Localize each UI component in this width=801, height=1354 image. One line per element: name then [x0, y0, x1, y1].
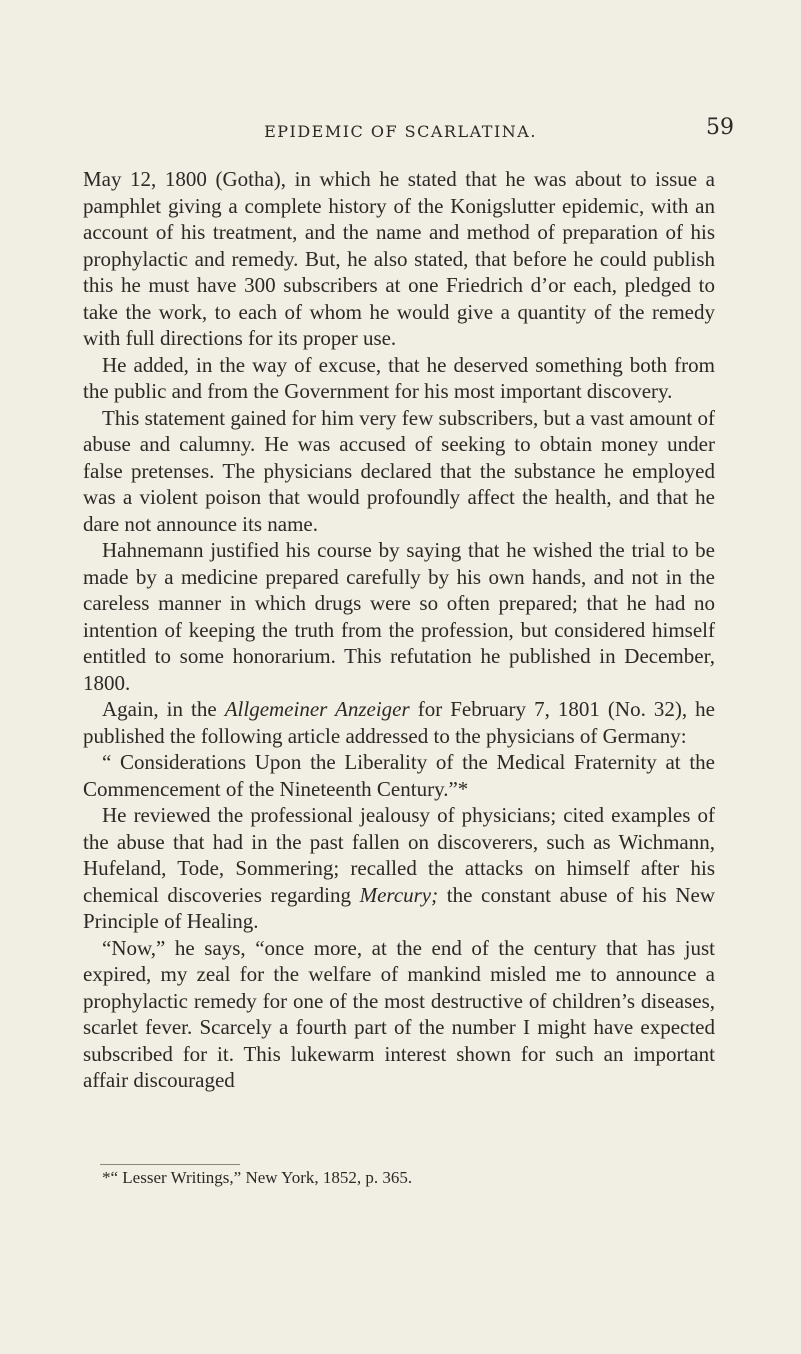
paragraph [83, 696, 715, 749]
paragraph: He added, in the way of excuse, that he deserved something both from the public and from the Government for his most important discovery. [83, 352, 715, 403]
footnote: *“ Lesser Writings,” New York, 1852, p. 365. [102, 1168, 413, 1187]
footnote-divider [100, 1164, 240, 1165]
italic-term: Mercury; [359, 882, 439, 907]
paragraph: May 12, 1800 (Gotha), in which he stated that he was about to issue a pamphlet giving a complete history of the Konigslutter epidemic, with an account of his treatment, and the name and method of preparation of his prophylactic and remedy. But, he also stated, that before he could publish this he must have 300 subscribers at one Friedrich d’or each, pledged to take the work, to each of whom he would give a quantity of the remedy with full directions for its proper use. [83, 167, 715, 350]
paragraph: “Now,” he says, “once more, at the end of the century that has just expired, my zeal for the welfare of mankind misled me to announce a prophylactic remedy for one of the most destructive of children’s diseases, scarlet fever. Scarcely a fourth part of the number I might have expected subscribed for it. This lukewarm interest shown for such an important affair discouraged [83, 935, 715, 1092]
page-number: 59 [706, 115, 734, 140]
paragraph-text: Again, in the [102, 697, 225, 721]
running-head: EPIDEMIC OF SCARLATINA. [264, 122, 537, 141]
periodical-title: Allgemeiner Anzeiger [224, 697, 410, 721]
paragraph-text: He reviewed the professional jealousy of physicians; cited examples of the abuse that had in the past fallen on discoverers, such as Wichmann, Hufeland, Tode, Sommering; recalled the attacks on himself after his chemical discoveries regarding [83, 803, 715, 907]
paragraph [83, 802, 715, 935]
paragraph-text: the constant abuse of his New Principle of Healing. [83, 882, 715, 933]
body-text [83, 166, 715, 1094]
article-title-quote: “ Considerations Upon the Liberality of the Medical Fraternity at the Commencement of the Nineteenth Century.”* [83, 750, 715, 801]
paragraph: Hahnemann justified his course by saying that he wished the trial to be made by a medicine prepared carefully by his own hands, and not in the careless manner in which drugs were so often prepared; that he had no intention of keeping the truth from the profession, but considered himself entitled to some honorarium. This refutation he published in December, 1800. [83, 538, 715, 695]
paragraph-text: for February 7, 1801 (No. 32), he published the following article addressed to the physicians of Germany: [83, 697, 715, 748]
paragraph: This statement gained for him very few subscribers, but a vast amount of abuse and calumny. He was accused of seeking to obtain money under false pretenses. The physicians declared that the substance he employed was a violent poison that would profoundly affect the health, and that he dare not announce its name. [83, 405, 715, 536]
